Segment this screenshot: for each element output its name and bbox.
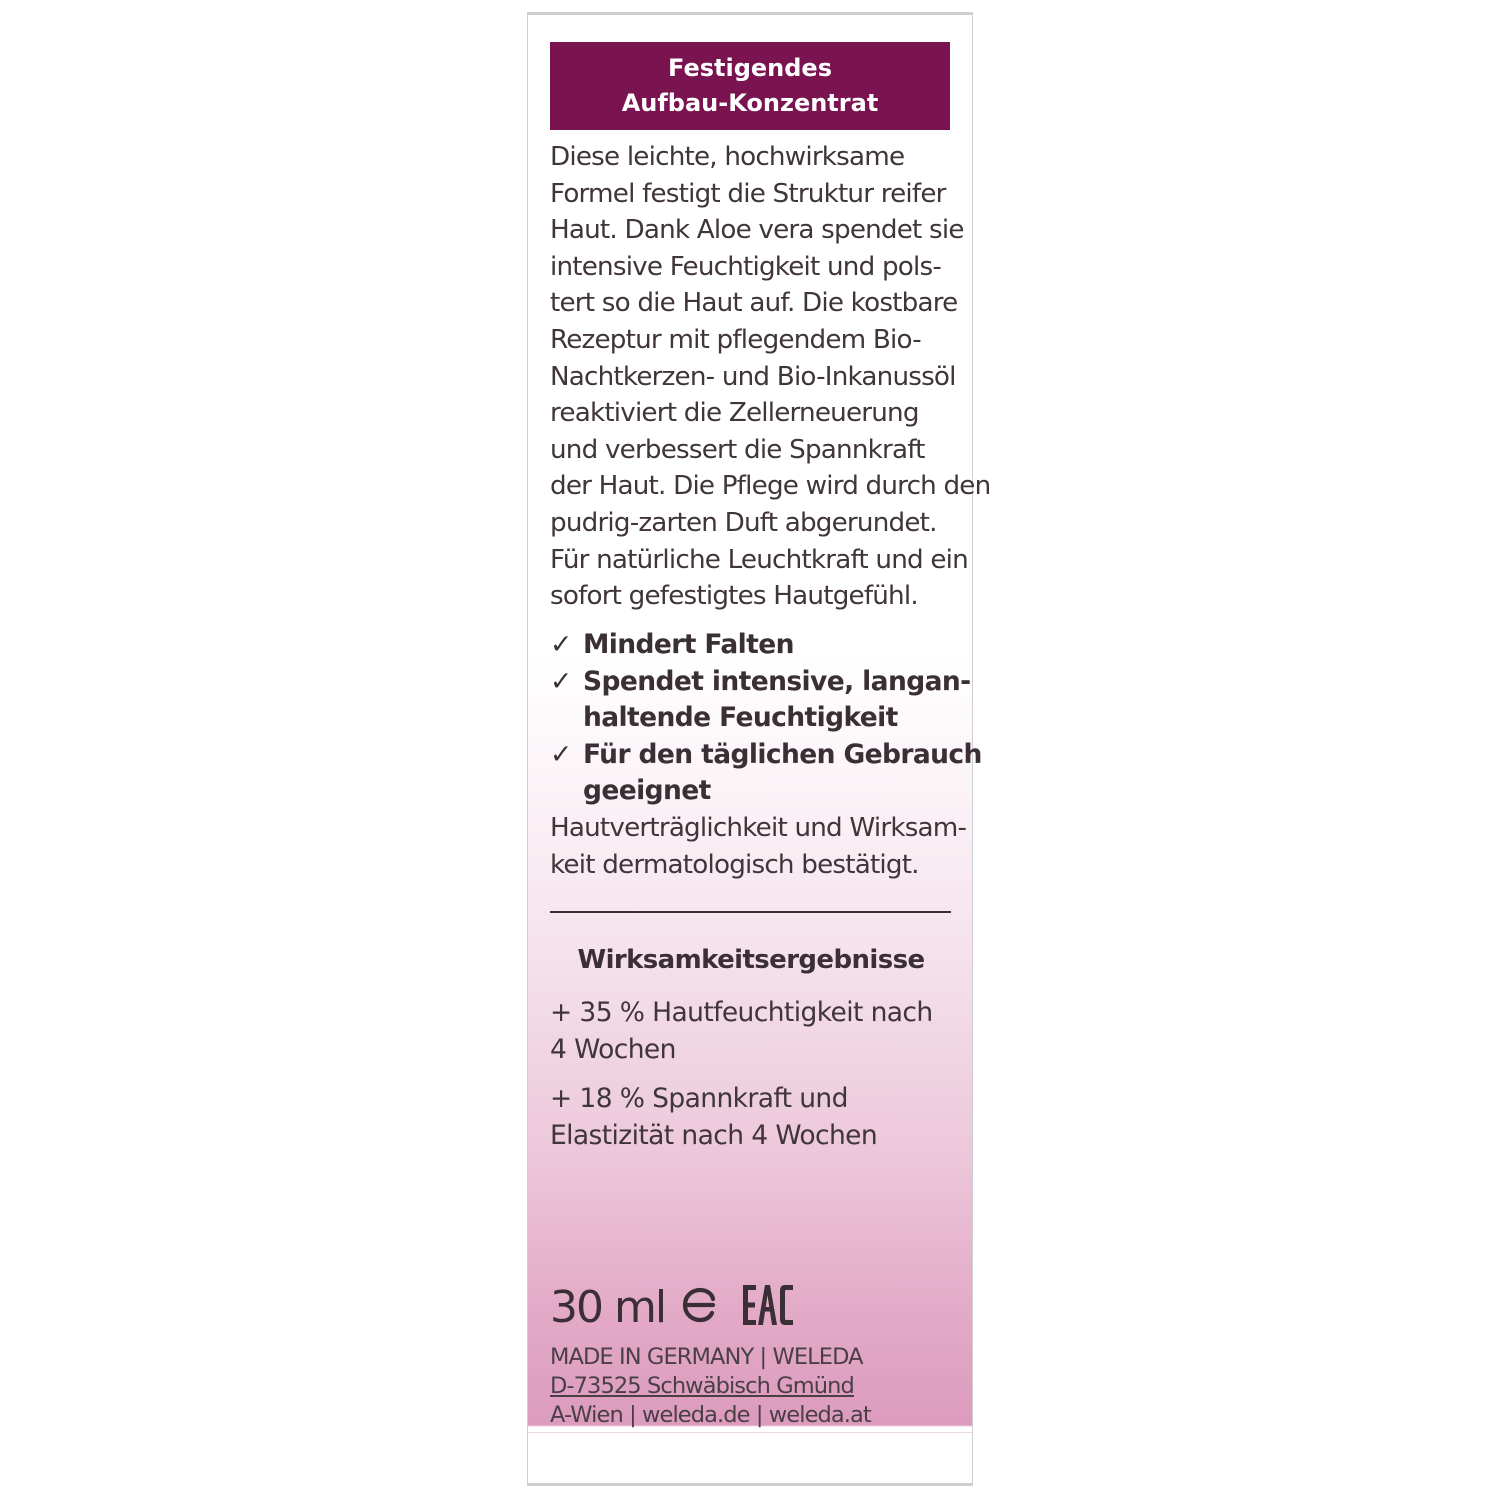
- description-line: reaktiviert die Zellerneuerung: [550, 398, 919, 429]
- description-line: intensive Feuchtigkeit und pols-: [550, 251, 941, 282]
- manufacturer-address: D-73525 Schwäbisch Gmünd: [550, 1373, 854, 1399]
- description-line: Nachtkerzen- und Bio-Inkanussöl: [550, 361, 956, 392]
- description-line: tert so die Haut auf. Die kostbare: [550, 288, 958, 319]
- section-divider: [550, 911, 951, 913]
- dermatology-note: [550, 810, 967, 883]
- description-line: Diese leichte, hochwirksame: [550, 142, 905, 172]
- description-line: Haut. Dank Aloe vera spendet sie: [550, 215, 964, 246]
- benefit-text: Für den täglichen Gebrauch: [583, 738, 982, 770]
- results-heading: Wirksamkeitsergebnisse: [577, 945, 925, 975]
- package-bottom-flap: [528, 1432, 972, 1483]
- manufacturer-line: MADE IN GERMANY | WELEDA: [550, 1344, 863, 1370]
- benefit-item: [550, 737, 982, 810]
- description-line: sofort gefestigtes Hautgefühl.: [550, 581, 918, 612]
- product-title-line-1: Festigendes: [668, 54, 832, 82]
- checkmark-icon: ✓: [550, 665, 572, 697]
- description-line: Für natürliche Leuchtkraft und ein: [550, 544, 968, 575]
- benefit-text: geeignet: [583, 775, 711, 807]
- volume-label: 30 ml: [550, 1281, 666, 1333]
- benefit-item: [550, 627, 960, 664]
- benefit-text: Mindert Falten: [583, 629, 794, 660]
- volume-row: [550, 1277, 795, 1337]
- result-item: [550, 995, 960, 1068]
- benefit-checklist: [550, 627, 982, 810]
- result-line: + 35 % Hautfeuchtigkeit nach: [550, 997, 933, 1028]
- product-description: [550, 139, 991, 615]
- checkmark-icon: ✓: [550, 738, 572, 770]
- description-line: Rezeptur mit pflegendem Bio-: [550, 324, 921, 355]
- result-line: + 18 % Spannkraft und: [550, 1083, 848, 1114]
- dermatology-line: Hautverträglichkeit und Wirksam-: [550, 813, 967, 843]
- description-line: und verbessert die Spannkraft: [550, 434, 925, 465]
- description-line: der Haut. Die Pflege wird durch den: [550, 471, 991, 502]
- benefit-item: [550, 664, 971, 737]
- package-side-panel: [527, 12, 991, 1486]
- checkmark-icon: ✓: [550, 629, 572, 660]
- benefit-text: Spendet intensive, langan-: [583, 665, 971, 697]
- eac-mark-icon: [743, 1283, 795, 1332]
- estimated-sign-e-icon: [679, 1285, 719, 1330]
- product-title-banner: [550, 42, 950, 130]
- description-line: pudrig-zarten Duft abgerundet.: [550, 507, 937, 538]
- product-title-line-2: Aufbau-Konzentrat: [621, 89, 879, 117]
- manufacturer-websites: A-Wien | weleda.de | weleda.at: [550, 1402, 871, 1428]
- description-line: Formel festigt die Struktur reifer: [550, 178, 946, 209]
- benefit-text: haltende Feuchtigkeit: [583, 702, 898, 734]
- manufacturer-info: [550, 1343, 960, 1430]
- dermatology-line: keit dermatologisch bestätigt.: [550, 849, 919, 880]
- result-line: 4 Wochen: [550, 1033, 676, 1065]
- result-line: Elastizität nach 4 Wochen: [550, 1119, 878, 1151]
- result-item: [550, 1081, 960, 1154]
